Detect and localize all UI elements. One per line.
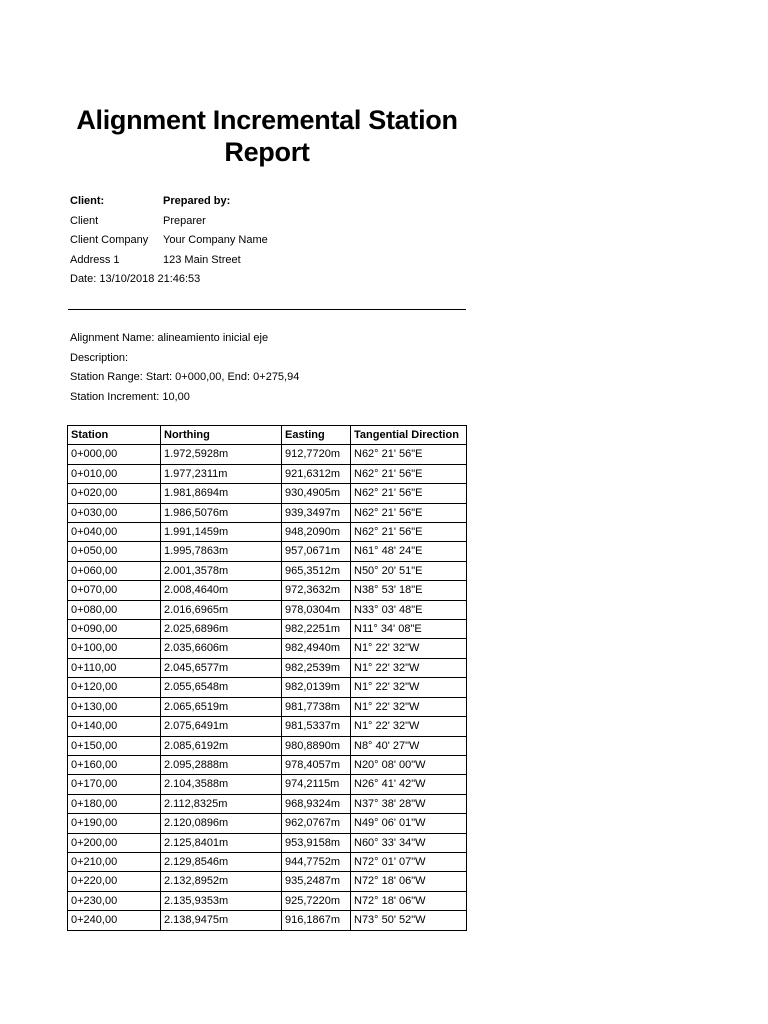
northing-cell: 1.986,5076m xyxy=(161,503,282,522)
easting-cell: 953,9158m xyxy=(282,833,351,852)
station-increment: Station Increment: 10,00 xyxy=(70,390,190,403)
tangential-direction-cell: N50° 20' 51"E xyxy=(351,561,467,580)
client-company: Client Company xyxy=(70,234,149,247)
easting-cell: 944,7752m xyxy=(282,852,351,871)
report-title-line-1: Alignment Incremental Station xyxy=(76,105,458,135)
station-range: Station Range: Start: 0+000,00, End: 0+275,94 xyxy=(70,371,300,384)
station-cell: 0+040,00 xyxy=(68,523,161,542)
tangential-direction-cell: N38° 53' 18"E xyxy=(351,581,467,600)
station-cell: 0+100,00 xyxy=(68,639,161,658)
northing-cell: 1.995,7863m xyxy=(161,542,282,561)
easting-cell: 978,0304m xyxy=(282,600,351,619)
table-row xyxy=(68,464,467,483)
easting-cell: 978,4057m xyxy=(282,755,351,774)
northing-cell: 2.025,6896m xyxy=(161,620,282,639)
easting-cell: 980,8890m xyxy=(282,736,351,755)
table-row xyxy=(68,833,467,852)
station-cell: 0+110,00 xyxy=(68,658,161,677)
easting-cell: 982,2539m xyxy=(282,658,351,677)
station-table-body xyxy=(68,445,467,930)
northing-cell: 2.035,6606m xyxy=(161,639,282,658)
alignment-info-block xyxy=(70,329,299,407)
info-headings-row xyxy=(70,192,268,212)
table-row xyxy=(68,697,467,716)
station-cell: 0+180,00 xyxy=(68,794,161,813)
alignment-description: Description: xyxy=(70,351,129,364)
easting-cell: 930,4905m xyxy=(282,484,351,503)
info-company-row xyxy=(70,231,268,251)
info-name-row xyxy=(70,212,268,232)
station-cell: 0+150,00 xyxy=(68,736,161,755)
tangential-direction-cell: N1° 22' 32"W xyxy=(351,639,467,658)
section-divider xyxy=(68,309,466,310)
tangential-direction-cell: N72° 01' 07"W xyxy=(351,852,467,871)
column-header-northing: Northing xyxy=(161,426,282,445)
info-address-row xyxy=(70,251,268,271)
northing-cell: 2.055,6548m xyxy=(161,678,282,697)
station-cell: 0+200,00 xyxy=(68,833,161,852)
easting-cell: 982,2251m xyxy=(282,620,351,639)
table-row xyxy=(68,445,467,464)
tangential-direction-cell: N62° 21' 56"E xyxy=(351,464,467,483)
station-cell: 0+210,00 xyxy=(68,852,161,871)
column-header-station: Station xyxy=(68,426,161,445)
tangential-direction-cell: N62° 21' 56"E xyxy=(351,503,467,522)
easting-cell: 965,3512m xyxy=(282,561,351,580)
easting-cell: 972,3632m xyxy=(282,581,351,600)
northing-cell: 2.135,9353m xyxy=(161,891,282,910)
easting-cell: 974,2115m xyxy=(282,775,351,794)
northing-cell: 2.016,6965m xyxy=(161,600,282,619)
station-table xyxy=(67,425,467,931)
station-cell: 0+240,00 xyxy=(68,911,161,930)
station-cell: 0+170,00 xyxy=(68,775,161,794)
tangential-direction-cell: N72° 18' 06"W xyxy=(351,872,467,891)
northing-cell: 2.001,3578m xyxy=(161,561,282,580)
column-header-tangential-direction: Tangential Direction xyxy=(351,426,467,445)
northing-cell: 2.008,4640m xyxy=(161,581,282,600)
table-row xyxy=(68,852,467,871)
tangential-direction-cell: N62° 21' 56"E xyxy=(351,523,467,542)
station-cell: 0+220,00 xyxy=(68,872,161,891)
easting-cell: 981,7738m xyxy=(282,697,351,716)
easting-cell: 912,7720m xyxy=(282,445,351,464)
preparer-name: Preparer xyxy=(163,214,206,227)
easting-cell: 982,4940m xyxy=(282,639,351,658)
easting-cell: 981,5337m xyxy=(282,717,351,736)
tangential-direction-cell: N72° 18' 06"W xyxy=(351,891,467,910)
tangential-direction-cell: N73° 50' 52"W xyxy=(351,911,467,930)
tangential-direction-cell: N37° 38' 28"W xyxy=(351,794,467,813)
easting-cell: 935,2487m xyxy=(282,872,351,891)
station-cell: 0+080,00 xyxy=(68,600,161,619)
table-row xyxy=(68,755,467,774)
northing-cell: 1.977,2311m xyxy=(161,464,282,483)
table-row xyxy=(68,484,467,503)
northing-cell: 2.085,6192m xyxy=(161,736,282,755)
tangential-direction-cell: N62° 21' 56"E xyxy=(351,445,467,464)
tangential-direction-cell: N62° 21' 56"E xyxy=(351,484,467,503)
northing-cell: 2.045,6577m xyxy=(161,658,282,677)
table-row xyxy=(68,503,467,522)
client-heading: Client: xyxy=(70,195,105,207)
station-cell: 0+010,00 xyxy=(68,464,161,483)
column-header-easting: Easting xyxy=(282,426,351,445)
easting-cell: 982,0139m xyxy=(282,678,351,697)
report-date: Date: 13/10/2018 21:46:53 xyxy=(70,273,201,286)
northing-cell: 2.112,8325m xyxy=(161,794,282,813)
client-address: Address 1 xyxy=(70,253,120,266)
northing-cell: 2.120,0896m xyxy=(161,814,282,833)
northing-cell: 1.972,5928m xyxy=(161,445,282,464)
prepared-by-heading: Prepared by: xyxy=(163,195,231,207)
easting-cell: 968,9324m xyxy=(282,794,351,813)
easting-cell: 925,7220m xyxy=(282,891,351,910)
tangential-direction-cell: N11° 34' 08"E xyxy=(351,620,467,639)
preparer-address: 123 Main Street xyxy=(163,253,241,266)
table-row xyxy=(68,736,467,755)
easting-cell: 957,0671m xyxy=(282,542,351,561)
station-cell: 0+030,00 xyxy=(68,503,161,522)
table-row xyxy=(68,794,467,813)
table-row xyxy=(68,581,467,600)
easting-cell: 962,0767m xyxy=(282,814,351,833)
station-cell: 0+190,00 xyxy=(68,814,161,833)
table-row xyxy=(68,658,467,677)
northing-cell: 2.125,8401m xyxy=(161,833,282,852)
table-row xyxy=(68,523,467,542)
report-title xyxy=(68,104,466,168)
tangential-direction-cell: N26° 41' 42"W xyxy=(351,775,467,794)
northing-cell: 1.981,8694m xyxy=(161,484,282,503)
northing-cell: 2.104,3588m xyxy=(161,775,282,794)
northing-cell: 2.065,6519m xyxy=(161,697,282,716)
station-cell: 0+230,00 xyxy=(68,891,161,910)
preparer-company: Your Company Name xyxy=(163,234,268,247)
station-cell: 0+000,00 xyxy=(68,445,161,464)
table-row xyxy=(68,911,467,930)
easting-cell: 921,6312m xyxy=(282,464,351,483)
table-row xyxy=(68,542,467,561)
tangential-direction-cell: N1° 22' 32"W xyxy=(351,658,467,677)
station-cell: 0+120,00 xyxy=(68,678,161,697)
tangential-direction-cell: N20° 08' 00"W xyxy=(351,755,467,774)
tangential-direction-cell: N33° 03' 48"E xyxy=(351,600,467,619)
report-title-line-2: Report xyxy=(224,137,310,167)
table-row xyxy=(68,891,467,910)
northing-cell: 2.138,9475m xyxy=(161,911,282,930)
northing-cell: 2.095,2888m xyxy=(161,755,282,774)
table-row xyxy=(68,620,467,639)
tangential-direction-cell: N1° 22' 32"W xyxy=(351,717,467,736)
station-cell: 0+090,00 xyxy=(68,620,161,639)
table-row xyxy=(68,639,467,658)
station-cell: 0+160,00 xyxy=(68,755,161,774)
tangential-direction-cell: N60° 33' 34"W xyxy=(351,833,467,852)
easting-cell: 948,2090m xyxy=(282,523,351,542)
station-cell: 0+020,00 xyxy=(68,484,161,503)
northing-cell: 2.075,6491m xyxy=(161,717,282,736)
report-info-block xyxy=(70,192,268,290)
table-header-row xyxy=(68,426,467,445)
station-cell: 0+070,00 xyxy=(68,581,161,600)
easting-cell: 916,1867m xyxy=(282,911,351,930)
table-row xyxy=(68,600,467,619)
table-row xyxy=(68,775,467,794)
tangential-direction-cell: N49° 06' 01"W xyxy=(351,814,467,833)
northing-cell: 2.129,8546m xyxy=(161,852,282,871)
alignment-name: Alignment Name: alineamiento inicial eje xyxy=(70,332,269,344)
easting-cell: 939,3497m xyxy=(282,503,351,522)
northing-cell: 2.132,8952m xyxy=(161,872,282,891)
table-row xyxy=(68,678,467,697)
table-row xyxy=(68,717,467,736)
station-cell: 0+050,00 xyxy=(68,542,161,561)
station-cell: 0+060,00 xyxy=(68,561,161,580)
station-cell: 0+130,00 xyxy=(68,697,161,716)
station-cell: 0+140,00 xyxy=(68,717,161,736)
tangential-direction-cell: N61° 48' 24"E xyxy=(351,542,467,561)
tangential-direction-cell: N1° 22' 32"W xyxy=(351,678,467,697)
client-name: Client xyxy=(70,214,99,227)
table-row xyxy=(68,814,467,833)
table-row xyxy=(68,561,467,580)
tangential-direction-cell: N8° 40' 27"W xyxy=(351,736,467,755)
tangential-direction-cell: N1° 22' 32"W xyxy=(351,697,467,716)
table-row xyxy=(68,872,467,891)
northing-cell: 1.991,1459m xyxy=(161,523,282,542)
